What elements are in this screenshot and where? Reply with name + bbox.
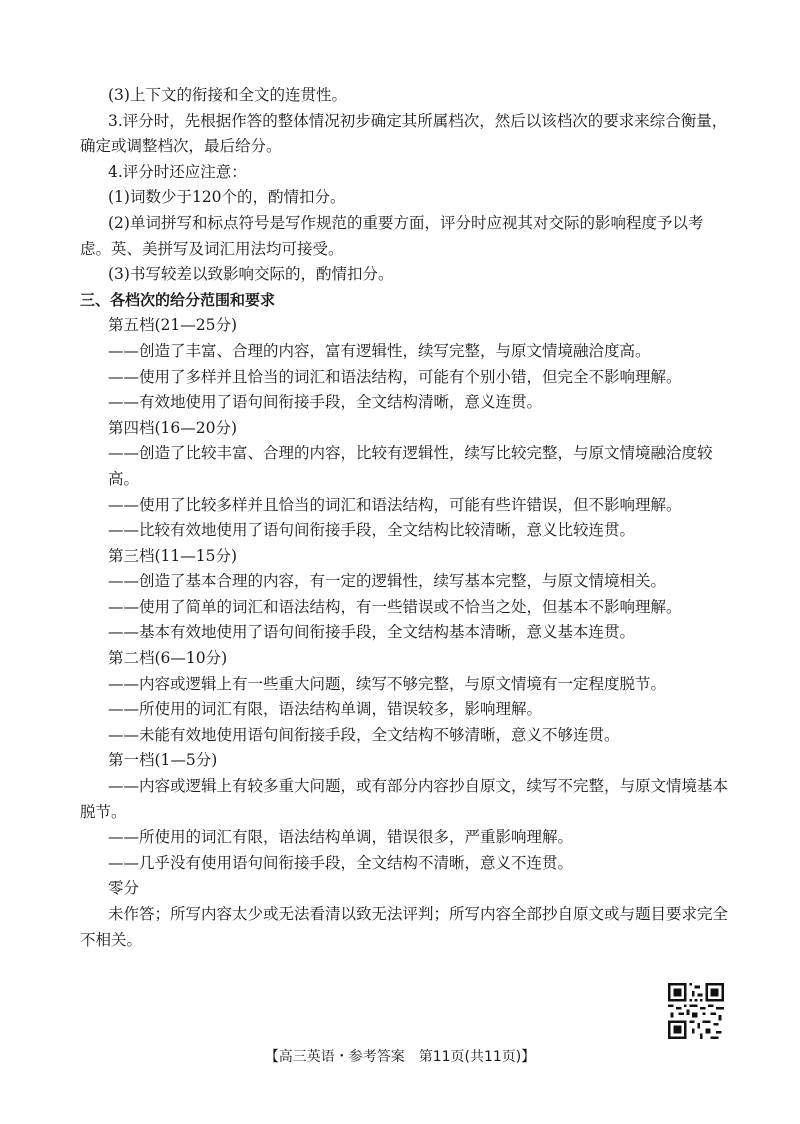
paragraph: ——几乎没有使用语句间衔接手段，全文结构不清晰，意义不连贯。 (108, 853, 574, 872)
paragraph: ——未能有效地使用语句间衔接手段，全文结构不够清晰，意义不够连贯。 (108, 725, 620, 744)
paragraph: 3.评分时，先根据作答的整体情况初步确定其所属档次，然后以该档次的要求来综合衡量，确定或调整档次，最后给分。 (80, 111, 728, 156)
paragraph: ——内容或逻辑上有一些重大问题，续写不够完整，与原文情境有一定程度脱节。 (108, 674, 667, 693)
tier-heading: 第二档(6—10分) (108, 649, 228, 668)
paragraph: (1)词数少于120个的，酌情扣分。 (108, 188, 346, 207)
document-body (80, 83, 728, 953)
section-heading: 三、各档次的给分范围和要求 (80, 290, 276, 309)
paragraph: 4.评分时还应注意： (108, 162, 247, 181)
paragraph: ——内容或逻辑上有较多重大问题，或有部分内容抄自原文，续写不完整，与原文情境基本脱节。 (80, 777, 729, 821)
paragraph: ——使用了简单的词汇和语法结构，有一些错误或不恰当之处，但基本不影响理解。 (108, 597, 682, 616)
tier-heading: 第一档(1—5分) (108, 751, 218, 770)
tier-heading: 第四档(16—20分) (108, 418, 238, 437)
paragraph: ——所使用的词汇有限，语法结构单调，错误很多，严重影响理解。 (108, 828, 574, 847)
paragraph: ——基本有效地使用了语句间衔接手段，全文结构基本清晰，意义基本连贯。 (108, 623, 636, 642)
paragraph: (3)上下文的衔接和全文的连贯性。 (108, 86, 347, 104)
page-footer: 【高三英语・参考答案 第11页(共11页)】 (264, 1049, 536, 1065)
tier-heading: 第五档(21—25分) (108, 316, 238, 335)
paragraph: ——创造了基本合理的内容，有一定的逻辑性，续写基本完整，与原文情境相关。 (108, 572, 667, 591)
paragraph: 未作答；所写内容太少或无法看清以致无法评判；所写内容全部抄自原文或与题目要求完全不相关。 (80, 905, 729, 949)
paragraph: ——创造了比较丰富、合理的内容，比较有逻辑性，续写比较完整，与原文情境融洽度较高。 (108, 444, 713, 488)
paragraph: ——有效地使用了语句间衔接手段，全文结构清晰，意义连贯。 (108, 393, 543, 412)
paragraph: ——所使用的词汇有限，语法结构单调，错误较多，影响理解。 (108, 700, 543, 719)
tier-heading: 第三档(11—15分) (108, 546, 238, 565)
tier-heading: 零分 (108, 879, 140, 898)
paragraph: ——创造了丰富、合理的内容，富有逻辑性，续写完整，与原文情境融洽度高。 (108, 341, 651, 360)
paragraph: ——比较有效地使用了语句间衔接手段，全文结构比较清晰，意义比较连贯。 (108, 521, 636, 540)
paragraph: (2)单词拼写和标点符号是写作规范的重要方面，评分时应视其对交际的影响程度予以考虑。英、美拼写及词汇用法均可接受。 (80, 213, 704, 258)
paragraph: ——使用了多样并且恰当的词汇和语法结构，可能有个别小错，但完全不影响理解。 (108, 367, 682, 386)
paragraph: ——使用了比较多样并且恰当的词汇和语法结构，可能有些许错误，但不影响理解。 (108, 495, 682, 514)
qr-code-icon (668, 983, 724, 1039)
paragraph: (3)书写较差以致影响交际的，酌情扣分。 (108, 265, 394, 284)
